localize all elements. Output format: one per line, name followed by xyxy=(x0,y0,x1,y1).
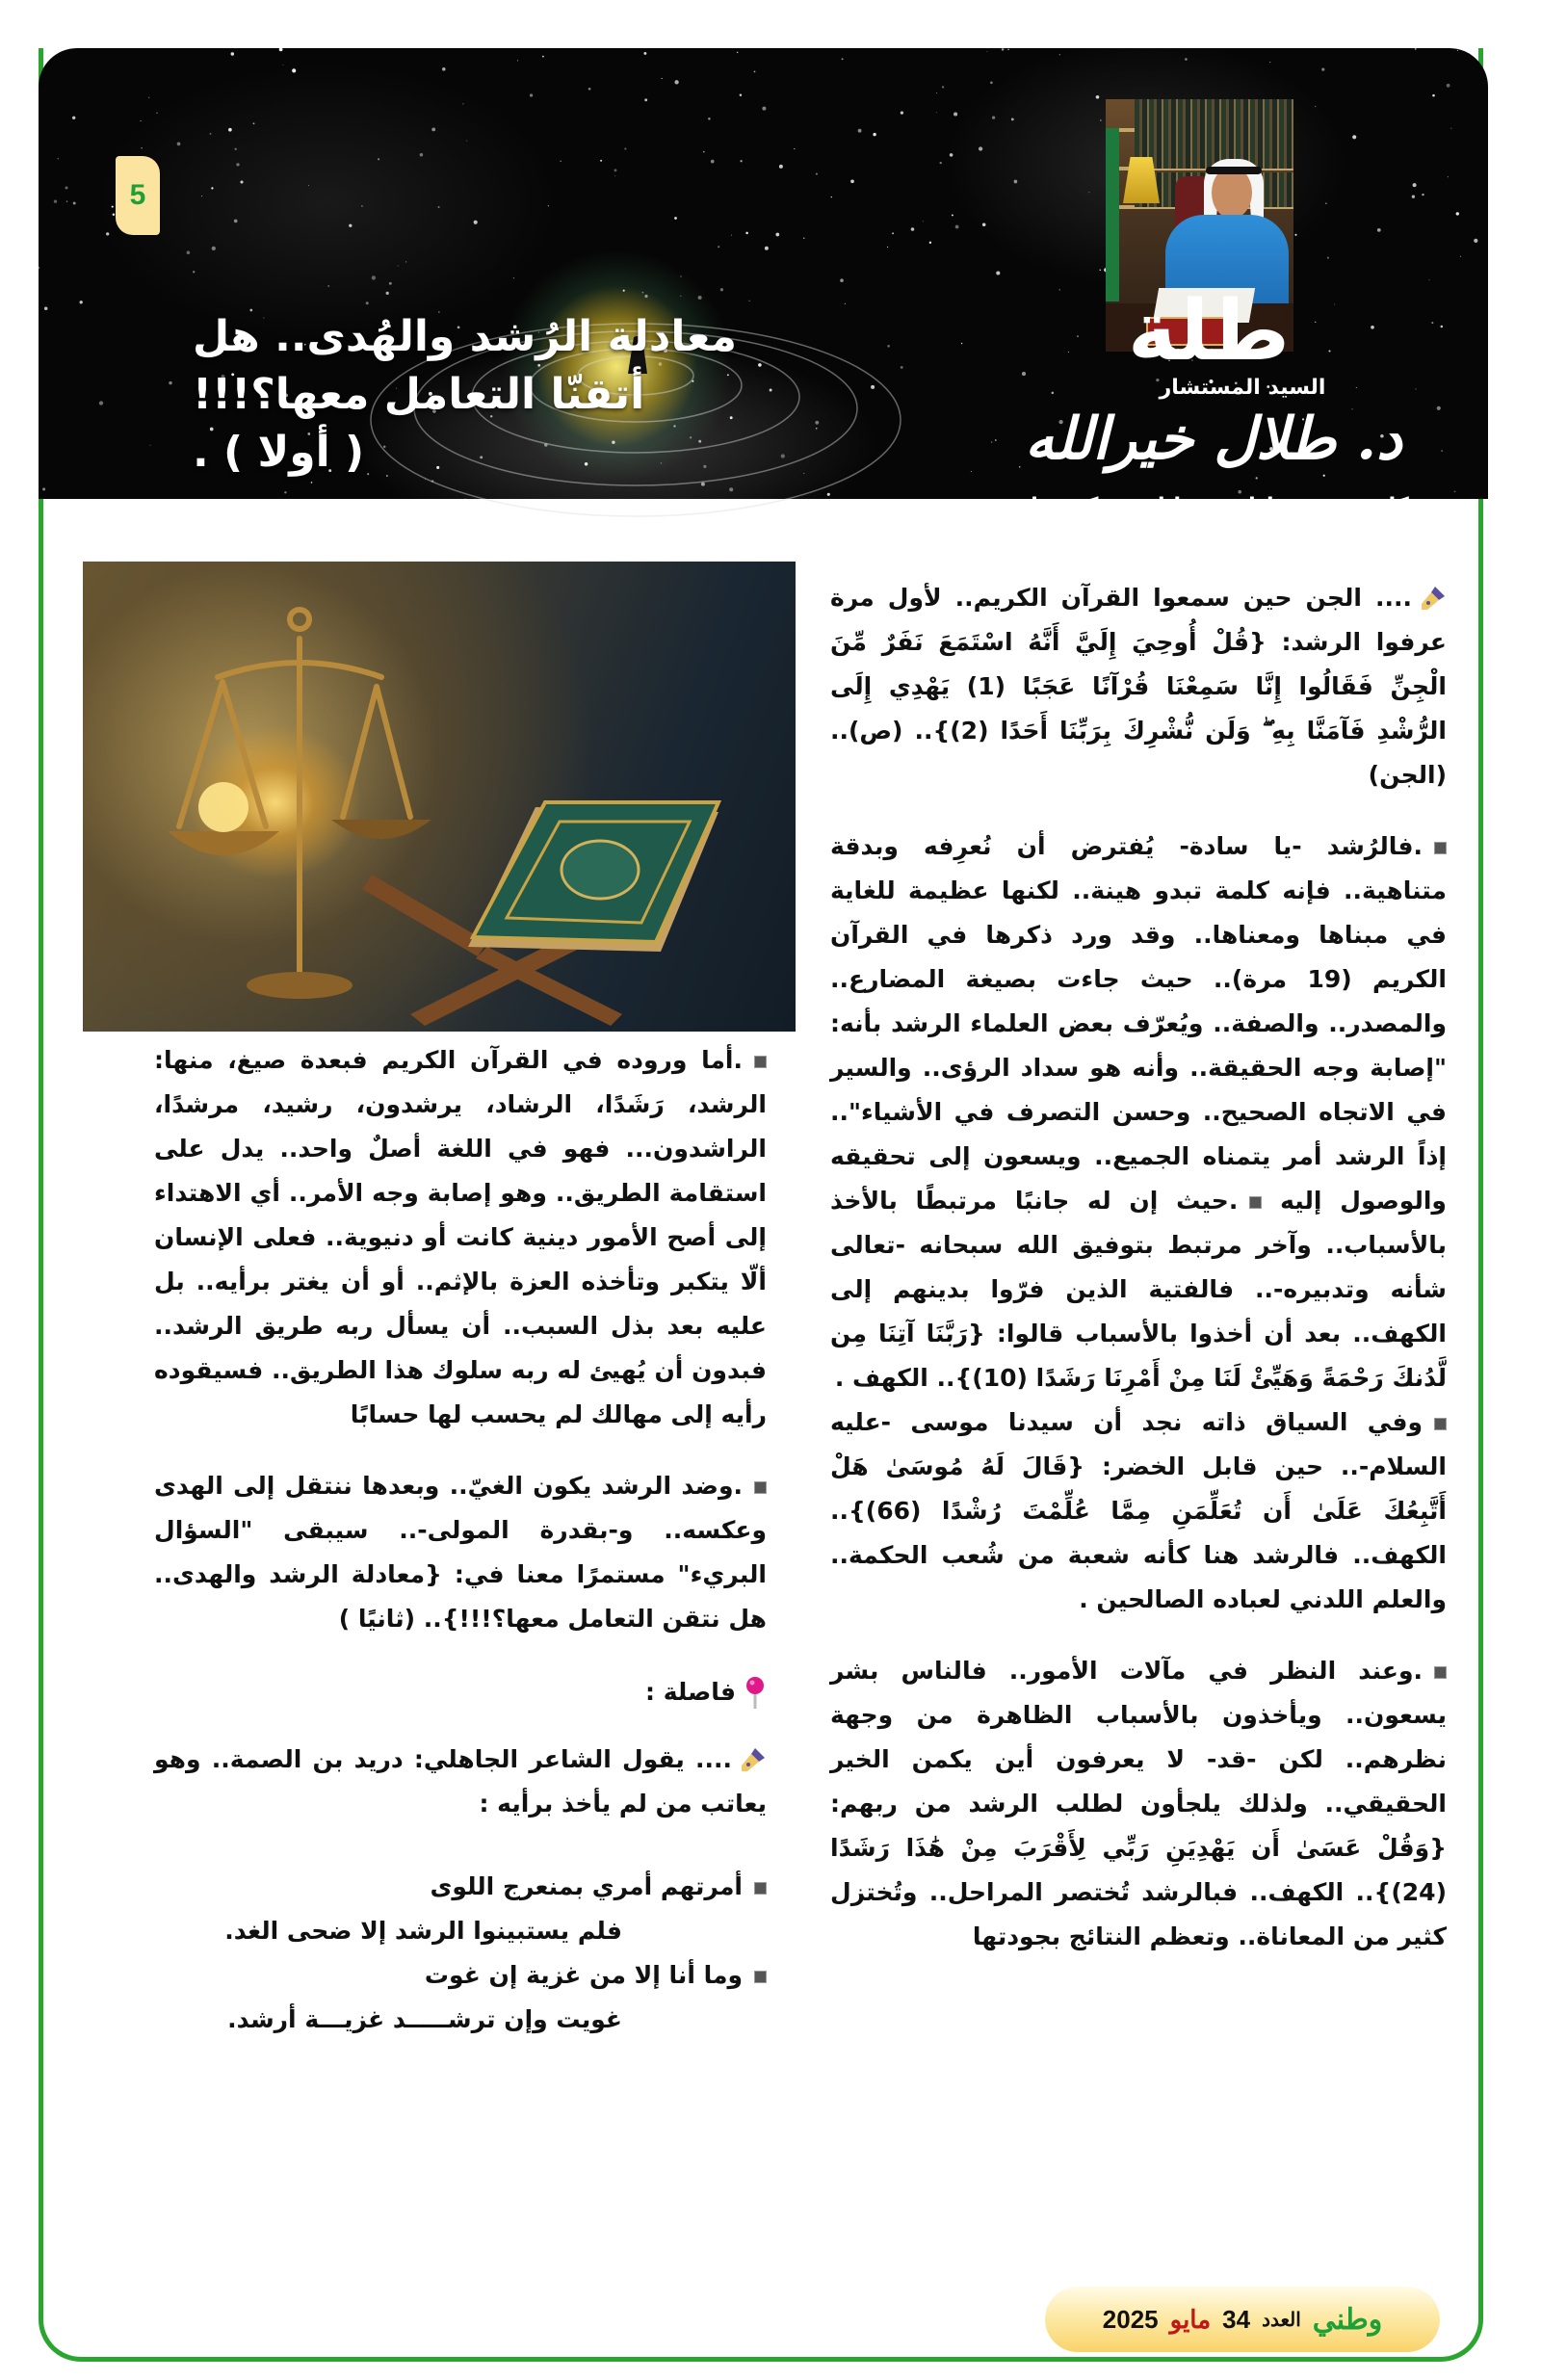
star xyxy=(1415,388,1416,389)
star xyxy=(372,275,376,279)
star xyxy=(177,143,181,146)
section-heading-text: فاصلة : xyxy=(645,1678,736,1706)
star xyxy=(624,147,626,149)
star xyxy=(740,160,742,162)
issue-month: مايو xyxy=(1169,2304,1212,2334)
star xyxy=(720,288,723,291)
star xyxy=(1441,450,1443,452)
headline-line-2: أتقنّا التعامل معها؟!!! xyxy=(193,370,645,419)
star xyxy=(187,250,191,254)
star xyxy=(38,267,39,269)
star xyxy=(386,292,389,295)
star xyxy=(1352,135,1356,139)
issue-year: 2025 xyxy=(1102,2304,1159,2334)
star xyxy=(971,471,972,472)
star xyxy=(42,487,45,490)
quran-book xyxy=(468,802,718,952)
star xyxy=(936,112,937,113)
scale-and-quran-painting xyxy=(83,562,796,1032)
star xyxy=(361,205,363,207)
star xyxy=(674,217,677,220)
star xyxy=(1454,491,1456,493)
star xyxy=(644,98,647,101)
header-banner xyxy=(39,48,1488,518)
star xyxy=(1052,392,1055,395)
star xyxy=(150,445,151,446)
star xyxy=(680,296,681,297)
star xyxy=(431,127,435,131)
poet-intro-text: .... يقول الشاعر الجاهلي: دريد بن الصمة.. وهو يعاتب من لم يأخذ برأيه : xyxy=(154,1745,767,1818)
bullet-icon xyxy=(754,1481,767,1494)
star xyxy=(1315,106,1316,107)
star xyxy=(662,78,663,79)
author-name: د. طلال خيرالله xyxy=(1025,405,1402,473)
star xyxy=(923,221,924,222)
column-logo: طلة xyxy=(1127,283,1291,379)
star xyxy=(600,160,602,162)
star xyxy=(148,97,149,98)
verse-text: أمرتهم أمري بمنعرج اللوى xyxy=(430,1872,743,1900)
star xyxy=(1460,256,1461,257)
glowing-light xyxy=(198,782,248,832)
issue-number: 34 xyxy=(1222,2304,1251,2334)
star xyxy=(438,206,440,208)
star xyxy=(1238,490,1241,494)
star xyxy=(936,92,937,93)
star xyxy=(193,271,195,273)
star xyxy=(979,146,982,150)
star xyxy=(588,88,591,91)
star xyxy=(1323,475,1325,477)
scale-pan-right xyxy=(331,820,431,839)
star xyxy=(442,67,446,71)
star xyxy=(995,439,997,441)
star xyxy=(950,153,953,157)
star xyxy=(236,163,239,166)
author-roles: كاتب .: خبير إدارة قضايا .. محكم دولي xyxy=(1008,494,1409,518)
star xyxy=(466,141,467,142)
star xyxy=(513,277,514,278)
bullet-icon xyxy=(1434,842,1447,854)
star xyxy=(698,296,702,300)
star xyxy=(156,113,157,114)
star xyxy=(901,111,903,114)
paragraph-text: .أما وروده في القرآن الكريم فبعدة صيغ، منها: الرشد، رَشَدًا، الرشاد، يرشدون، رشيد، مرشدًا، الراشدون... فهو في اللغة أصلٌ واحد.. يدل على استقامة الطريق.. وهو إصابة وجه الأمر.. أي الاهتداء إلى أصح الأمور دينية كانت أو دنيوية.. فعلى الإنسان ألّا يتكبر وتأخذه العزة بالإثم.. أو أن يغتر برأيه.. بل عليه بعد بذل السبب.. أن يسأل ربه طريق الرشد.. فبدون أن يُهيئ له ربه سلوك هذا الطريق.. فسيقوده رأيه إلى مهالك لم يحسب لها حسابًا xyxy=(154,1046,767,1428)
author-title: السيد المستشار xyxy=(1159,376,1326,400)
star xyxy=(718,246,719,248)
star xyxy=(842,58,844,60)
star xyxy=(1321,68,1324,71)
bullet-icon xyxy=(1249,1196,1262,1209)
paragraph-text: .... الجن حين سمعوا القرآن الكريم.. لأول مرة عرفوا الرشد: {قُلْ أُوحِيَ إِلَيَّ أَنَّهُ اسْتَمَعَ نَفَرٌ مِّنَ الْجِنِّ فَقَالُوا إِنَّا سَمِعْنَا قُرْآنًا عَجَبًا (1) يَهْدِي إِلَى الرُّشْدِ فَآمَنَّا بِهِ ۖ وَلَن نُّشْرِكَ بِرَبِّنَا أَحَدًا (2)}.. (ص).. (الجن) xyxy=(830,584,1447,789)
star xyxy=(279,47,283,51)
star xyxy=(542,56,544,58)
star xyxy=(420,153,423,156)
headline-line-3: ( أولا ) . xyxy=(193,428,365,477)
star xyxy=(366,301,369,304)
star xyxy=(1096,95,1100,99)
article-illustration xyxy=(83,562,796,1032)
star xyxy=(106,232,109,235)
section-heading-fasila xyxy=(154,1670,767,1714)
star xyxy=(1185,58,1188,61)
star xyxy=(80,301,83,303)
star xyxy=(840,278,844,282)
star xyxy=(614,175,615,176)
star xyxy=(253,122,255,124)
definition-paragraph xyxy=(830,824,1447,1622)
star xyxy=(284,491,286,493)
star xyxy=(1294,234,1296,236)
star xyxy=(643,52,646,55)
star xyxy=(462,103,463,104)
star xyxy=(474,221,478,224)
paragraph-text: .وعند النظر في مآلات الأمور.. فالناس بشر يسعون.. ويأخذون بالأسباب الظاهرة من وجهة نظرهم.. لكن -قد- لا يعرفون أين يكمن الخير الحقيقي.. ولذلك يلجأون لطلب الرشد من ربهم: {وَقُلْ عَسَىٰ أَن يَهْدِيَنِ رَبِّي لِأَقْرَبَ مِنْ هَٰذَا رَشَدًا (24)}.. الكهف.. فبالرشد تُختصر المراحل.. وتُختزل كثير من المعاناة.. وتعظم النتائج بجودتها xyxy=(830,1657,1447,1950)
star xyxy=(517,60,518,61)
star xyxy=(740,93,742,95)
star xyxy=(1432,94,1435,97)
star xyxy=(327,285,329,287)
star xyxy=(99,401,103,405)
star xyxy=(1088,192,1089,193)
star xyxy=(1014,180,1018,184)
star xyxy=(845,303,846,304)
star xyxy=(711,160,715,164)
bullet-icon xyxy=(754,1882,767,1895)
conclusion-paragraph xyxy=(154,1464,767,1641)
paragraph-text: .حيث إن له جانبًا مرتبطًا بالأخذ بالأسباب.. وآخر مرتبط بتوفيق الله سبحانه -تعالى شأنه وتدبيره-.. فالفتية الذين فرّوا بدينهم إلى الكهف.. بعد أن أخذوا بالأسباب قالوا: {رَبَّنَا آتِنَا مِن لَّدُنكَ رَحْمَةً وَهَيِّئْ لَنَا مِنْ أَمْرِنَا رَشَدًا (10)}.. الكهف . xyxy=(830,1187,1447,1392)
star xyxy=(623,290,625,292)
star xyxy=(803,238,804,239)
star xyxy=(642,292,644,294)
star xyxy=(1447,84,1450,88)
issue-footer xyxy=(1045,2287,1440,2352)
star xyxy=(892,232,894,234)
star xyxy=(1457,50,1458,51)
bullet-icon xyxy=(754,1971,767,1983)
star xyxy=(996,271,1000,275)
star xyxy=(745,232,748,235)
star xyxy=(1441,326,1444,328)
intro-paragraph xyxy=(830,576,1447,798)
star xyxy=(1429,279,1430,280)
star xyxy=(378,158,379,160)
star xyxy=(831,196,832,197)
star xyxy=(231,52,234,55)
star xyxy=(141,120,142,121)
paragraph-text: .فالرُشد -يا سادة- يُفترض أن نُعرِفه وبدقة متناهية.. فإنه كلمة تبدو هينة.. لكنها عظيمة للغاية في مبناها ومعناها.. وقد ورد ذكرها في القرآن الكريم (19 مرة).. حيث جاءت بصيغة المضارع.. والمصدر.. والصفة.. ويُعرّف بعض العلماء الرشد بأنه: "إصابة وجه الحقيقة.. وأنه هو سداد الرؤى.. والسير في الاتجاه الصحيح.. وحسن التصرف في الأشياء".. إذاً الرشد أمر يتمناه الجميع.. ويسعون إلى تحقيقه والوصول إليه xyxy=(830,832,1448,1215)
star xyxy=(1007,49,1009,51)
star xyxy=(389,282,392,285)
star xyxy=(73,202,76,205)
star xyxy=(65,186,67,189)
star xyxy=(737,52,738,53)
star xyxy=(1448,176,1449,177)
pushpin-icon xyxy=(744,1676,767,1711)
right-text-column xyxy=(830,576,1447,1986)
star xyxy=(887,247,888,248)
star xyxy=(210,133,212,135)
star xyxy=(940,162,942,164)
poet-intro xyxy=(154,1738,767,1826)
star xyxy=(1437,406,1441,410)
star xyxy=(873,133,875,136)
star xyxy=(1011,118,1014,120)
issue-label: العدد xyxy=(1262,2309,1301,2331)
star xyxy=(1413,183,1417,187)
star xyxy=(228,128,232,132)
pen-icon xyxy=(738,1746,767,1775)
star xyxy=(234,220,238,223)
star xyxy=(66,200,67,201)
star xyxy=(1269,62,1270,63)
star xyxy=(644,295,647,298)
star xyxy=(292,68,296,72)
star xyxy=(680,275,681,276)
star xyxy=(794,148,795,149)
star xyxy=(952,214,953,216)
star xyxy=(211,187,213,189)
star xyxy=(858,129,862,133)
star xyxy=(141,147,142,148)
star xyxy=(1002,48,1005,51)
star xyxy=(1327,257,1329,259)
pen-icon xyxy=(1418,585,1447,614)
star xyxy=(169,381,171,384)
bullet-icon xyxy=(1434,1418,1447,1430)
star xyxy=(240,180,243,183)
star xyxy=(779,165,783,169)
verse-text: وما أنا إلا من غزية إن غوت xyxy=(424,1961,743,1989)
star xyxy=(942,86,944,88)
poem-verse-1-first xyxy=(154,1865,767,1909)
star xyxy=(405,261,406,262)
left-text-column xyxy=(154,1038,767,2042)
star xyxy=(54,200,57,203)
star xyxy=(614,169,617,171)
star xyxy=(1456,212,1459,215)
star xyxy=(548,205,549,206)
bullet-icon xyxy=(754,1056,767,1068)
star xyxy=(992,116,995,118)
star xyxy=(1474,239,1477,243)
star xyxy=(1100,119,1101,120)
star xyxy=(986,51,987,52)
star xyxy=(1412,196,1415,198)
star xyxy=(44,307,48,311)
star xyxy=(1450,128,1451,129)
star xyxy=(1059,54,1060,55)
star xyxy=(765,247,769,250)
star xyxy=(775,233,779,237)
star xyxy=(1415,48,1417,50)
star xyxy=(398,265,399,266)
poem xyxy=(154,1865,767,2042)
star xyxy=(349,224,352,227)
star xyxy=(1099,269,1101,271)
star xyxy=(530,93,533,96)
star xyxy=(1377,228,1381,232)
star xyxy=(113,213,115,215)
star xyxy=(311,482,313,484)
scale-pan-left xyxy=(168,831,279,855)
star xyxy=(955,225,959,229)
star xyxy=(708,118,711,120)
star xyxy=(1256,477,1258,479)
star xyxy=(961,343,963,345)
bullet-icon xyxy=(1434,1666,1447,1679)
star xyxy=(58,158,59,159)
star xyxy=(911,227,915,231)
page-number-badge: 5 xyxy=(116,156,160,235)
scale-base xyxy=(247,972,353,999)
paragraph-text: وفي السياق ذاته نجد أن سيدنا موسى -عليه السلام-.. حين قابل الخضر: {قَالَ لَهُ مُوسَىٰ هَلْ أَتَّبِعُكَ عَلَىٰ أَن تُعَلِّمَنِ مِمَّا عُلِّمْتَ رُشْدًا (66)}.. الكهف.. فالرشد هنا كأنه شعبة من شُعب الحكمة.. والعلم اللدني لعباده الصالحين . xyxy=(830,1408,1447,1613)
star xyxy=(929,242,931,244)
star xyxy=(308,185,309,186)
star xyxy=(731,235,732,236)
headline-line-1: معادلة الرُشد والهُدى.. هل xyxy=(193,312,737,361)
star xyxy=(850,179,854,183)
star xyxy=(1325,202,1327,204)
paragraph-text: .وضد الرشد يكون الغيّ.. وبعدها ننتقل إلى الهدى وعكسه.. و-بقدرة المولى-.. سيبقى "السؤال البريء" مستمرًا معنا في: {معادلة الرشد والهدى.. هل نتقن التعامل معها؟!!!}.. (ثانيًا ) xyxy=(154,1472,767,1633)
star xyxy=(991,441,993,443)
star xyxy=(990,82,993,85)
forms-paragraph xyxy=(154,1038,767,1437)
poem-verse-2-first xyxy=(154,1953,767,1998)
article-headline xyxy=(193,308,867,482)
star xyxy=(762,107,766,111)
star xyxy=(1422,194,1423,196)
star xyxy=(112,206,114,208)
outcomes-paragraph xyxy=(830,1649,1447,1959)
star xyxy=(212,247,216,250)
star xyxy=(72,117,75,119)
star xyxy=(560,160,562,162)
star xyxy=(674,80,678,84)
poem-verse-1-second: فلم يستبينوا الرشد إلا ضحى الغد. xyxy=(224,1917,622,1945)
star xyxy=(234,148,236,150)
star xyxy=(816,173,818,175)
poem-verse-2-second: غويت وإن ترشـــــد غزيـــة أرشد. xyxy=(227,2005,622,2033)
star xyxy=(703,151,705,153)
magazine-brand: وطني xyxy=(1312,2303,1383,2336)
star xyxy=(953,112,957,116)
star xyxy=(754,71,756,73)
star xyxy=(982,222,986,226)
